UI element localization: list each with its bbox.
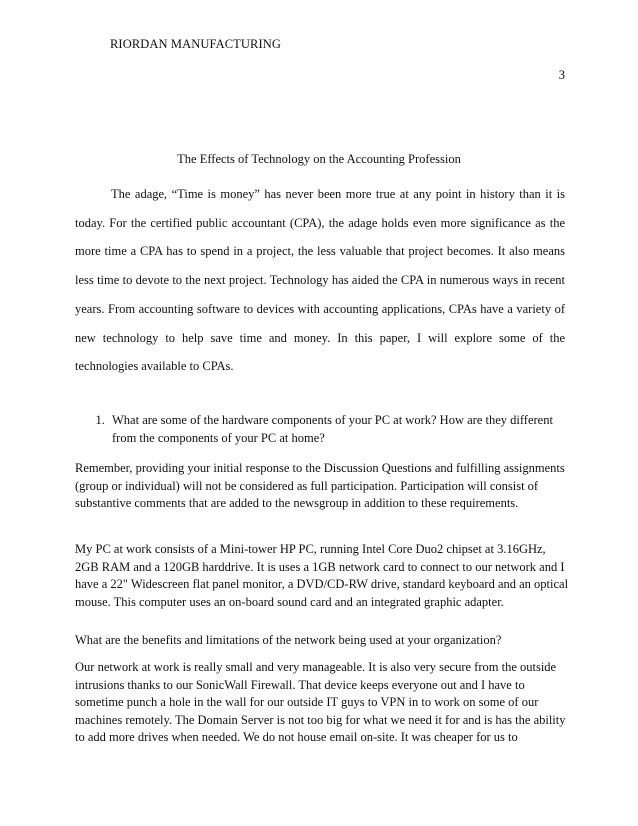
hardware-answer: My PC at work consists of a Mini-tower HP PC, running Intel Core Duo2 chipset at 3.16GHz, 2GB RAM and a 120GB harddrive. It is uses a 1GB network card to connect to our network and I have a 22" Widescreen flat panel monitor, a DVD/CD-RW drive, standard keyboard and an optical mouse. This computer uses an on-board sound card and an integrated graphic adapter. [75,542,569,609]
network-question: What are the benefits and limitations of the network being used at your organization? [75,633,502,647]
essay-title: The Effects of Technology on the Accounting Profession [177,152,461,166]
page-number: 3 [558,68,565,82]
running-head: RIORDAN MANUFACTURING [110,37,281,51]
question-1: 1. What are some of the hardware components of your PC at work? How are they different from the components of your PC at home? [108,412,570,447]
participation-reminder: Remember, providing your initial response to the Discussion Questions and fulfilling assignments (group or individual) will not be considered as full participation. Participation will consist of substantive comments that are added to the newsgroup in addition to these requirements. [75,461,565,510]
question-list [75,412,570,447]
network-answer: Our network at work is really small and very manageable. It is also very secure from the outside intrusions thanks to our SonicWall Firewall. That device keeps everyone out and I have to sometime punch a hole in the wall for our outside IT guys to VPN in to work on some of our machines remotely. The Domain Server is not too big for what we need it for and is has the ability to add more drives when needed. We do not house email on-site. It was cheaper for us to [75,660,566,744]
essay-paragraph: The adage, “Time is money” has never been more true at any point in history than it is today. For the certified public accountant (CPA), the adage holds even more significance as the more time a CPA has to spend in a project, the less valuable that project becomes. It also means less time to devote to the next project. Technology has aided the CPA in numerous ways in recent years. From accounting software to devices with accounting applications, CPAs have a variety of new technology to help save time and money. In this paper, I will explore some of the technologies available to CPAs. [75,187,565,374]
